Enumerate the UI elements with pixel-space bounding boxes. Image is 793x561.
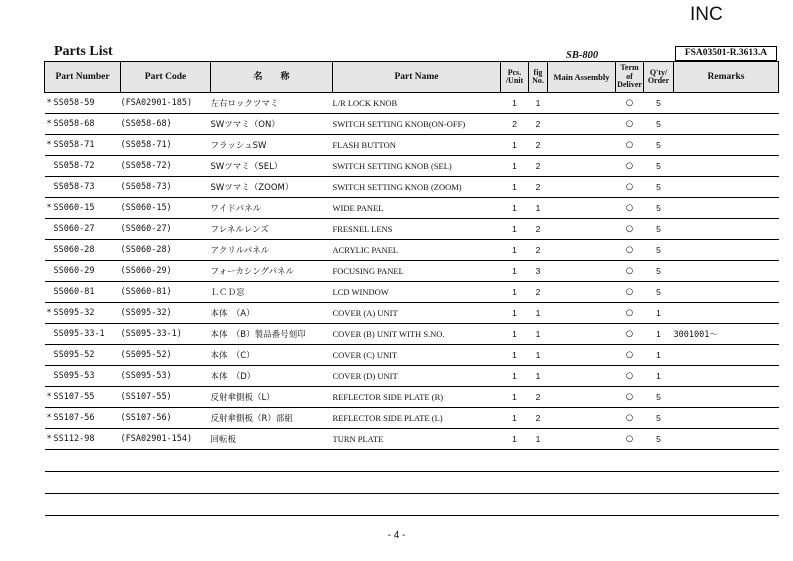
parts-table-body [45,93,779,516]
cell-main-assembly [548,198,616,219]
cell-main-assembly [548,135,616,156]
header-term-of-deliver: Term of Deliver [616,62,644,93]
star-marker: * [46,203,52,213]
cell-fig-no: 1 [529,366,548,387]
table-row [45,408,779,429]
blank-cell [211,472,333,494]
star-marker: * [46,434,52,444]
header-qty-order: Q'ty/ Order [644,62,674,93]
table-row [45,156,779,177]
cell-qty-order: 1 [644,303,674,324]
blank-cell [529,450,548,472]
cell-remarks [674,219,779,240]
part-number-text: SS095-53 [53,371,95,381]
cell-qty-order: 5 [644,135,674,156]
cell-qty-order: 5 [644,261,674,282]
table-row [45,429,779,450]
cell-pcs-unit: 1 [501,387,529,408]
cell-main-assembly [548,303,616,324]
cell-term-of-deliver: ○ [616,219,644,240]
cell-term-of-deliver: ○ [616,135,644,156]
part-number-text: SS095-52 [53,350,95,360]
cell-part-code: (SS058-68) [121,114,211,135]
cell-remarks [674,387,779,408]
cell-qty-order: 5 [644,282,674,303]
cell-remarks [674,177,779,198]
cell-part-name: REFLECTOR SIDE PLATE (R) [333,387,501,408]
model-name: SB-800 [566,50,599,61]
cell-remarks [674,156,779,177]
cell-remarks [674,345,779,366]
cell-pcs-unit: 2 [501,114,529,135]
header-part-number: Part Number [45,62,121,93]
cell-jp-name: フラッシュSW [211,135,333,156]
table-row [45,345,779,366]
table-header-row [45,62,779,93]
star-marker: * [46,119,52,129]
cell-pcs-unit: 1 [501,93,529,114]
cell-pcs-unit: 1 [501,261,529,282]
cell-jp-name: ＬＣＤ窓 [211,282,333,303]
blank-cell [548,450,616,472]
part-number-text: SS112-98 [53,434,95,444]
cell-part-code: (SS060-27) [121,219,211,240]
blank-cell [548,494,616,516]
blank-cell [674,494,779,516]
cell-term-of-deliver: ○ [616,93,644,114]
cell-fig-no: 3 [529,261,548,282]
cell-fig-no: 1 [529,345,548,366]
blank-cell [333,472,501,494]
cell-part-code: (SS058-71) [121,135,211,156]
cell-term-of-deliver: ○ [616,282,644,303]
cell-part-name: SWITCH SETTING KNOB (SEL) [333,156,501,177]
cell-part-code: (SS058-72) [121,156,211,177]
blank-row [45,494,779,516]
cell-part-name: FRESNEL LENS [333,219,501,240]
table-row [45,282,779,303]
star-marker: * [46,413,52,423]
cell-part-code: (SS095-33-1) [121,324,211,345]
cell-part-code: (SS107-56) [121,408,211,429]
cell-main-assembly [548,408,616,429]
blank-cell [674,450,779,472]
cell-part-number [45,198,121,219]
header-part-name: Part Name [333,62,501,93]
header-main-assembly: Main Assembly [548,62,616,93]
cell-main-assembly [548,177,616,198]
cell-jp-name: 反射傘側板（L） [211,387,333,408]
table-row [45,387,779,408]
cell-part-code: (SS060-15) [121,198,211,219]
cell-fig-no: 1 [529,93,548,114]
blank-cell [644,472,674,494]
cell-fig-no: 2 [529,114,548,135]
part-number-text: SS060-27 [53,224,95,234]
cell-qty-order: 1 [644,366,674,387]
blank-cell [121,472,211,494]
part-number-text: SS095-33-1 [53,329,105,339]
cell-part-code: (SS095-53) [121,366,211,387]
cell-qty-order: 5 [644,156,674,177]
star-marker: * [46,140,52,150]
cell-main-assembly [548,93,616,114]
cell-jp-name: 反射傘側板（R）部組 [211,408,333,429]
cell-fig-no: 2 [529,135,548,156]
cell-main-assembly [548,345,616,366]
blank-cell [45,494,121,516]
cell-jp-name: 回転板 [211,429,333,450]
cell-jp-name: 本体 （B）製品番号刻印 [211,324,333,345]
cell-part-number [45,156,121,177]
cell-pcs-unit: 1 [501,135,529,156]
blank-cell [121,450,211,472]
cell-main-assembly [548,387,616,408]
part-number-text: SS060-29 [53,266,95,276]
cell-pcs-unit: 1 [501,345,529,366]
cell-fig-no: 1 [529,198,548,219]
header-fig-no: fig No. [529,62,548,93]
cell-fig-no: 2 [529,240,548,261]
cell-part-name: FLASH BUTTON [333,135,501,156]
cell-pcs-unit: 1 [501,177,529,198]
cell-part-number [45,282,121,303]
part-number-text: SS058-68 [53,119,95,129]
cell-main-assembly [548,366,616,387]
cell-fig-no: 1 [529,303,548,324]
blank-cell [529,494,548,516]
cell-pcs-unit: 1 [501,303,529,324]
star-marker: * [46,392,52,402]
cell-part-name: COVER (D) UNIT [333,366,501,387]
cell-main-assembly [548,219,616,240]
cell-part-code: (SS107-55) [121,387,211,408]
cell-pcs-unit: 1 [501,198,529,219]
cell-part-number [45,303,121,324]
table-row [45,219,779,240]
cell-remarks [674,408,779,429]
cell-term-of-deliver: ○ [616,303,644,324]
cell-jp-name: 本体 （C） [211,345,333,366]
cell-jp-name: SWツマミ（ON） [211,114,333,135]
cell-qty-order: 5 [644,219,674,240]
cell-part-code: (SS058-73) [121,177,211,198]
cell-term-of-deliver: ○ [616,366,644,387]
blank-cell [644,494,674,516]
part-number-text: SS107-55 [53,392,95,402]
cell-remarks [674,366,779,387]
table-row [45,177,779,198]
blank-cell [45,472,121,494]
cell-pcs-unit: 1 [501,156,529,177]
cell-part-number [45,114,121,135]
cell-term-of-deliver: ○ [616,198,644,219]
cell-qty-order: 5 [644,387,674,408]
blank-cell [333,450,501,472]
cell-jp-name: SWツマミ（ZOOM） [211,177,333,198]
cell-main-assembly [548,282,616,303]
blank-cell [501,472,529,494]
cell-part-number [45,135,121,156]
cell-main-assembly [548,324,616,345]
cell-main-assembly [548,156,616,177]
cell-fig-no: 1 [529,324,548,345]
header-pcs-unit: Pcs. /Unit [501,62,529,93]
table-row [45,135,779,156]
cell-part-number [45,408,121,429]
cell-remarks [674,303,779,324]
cell-term-of-deliver: ○ [616,387,644,408]
cell-jp-name: フォーカシングパネル [211,261,333,282]
blank-cell [616,494,644,516]
cell-part-name: L/R LOCK KNOB [333,93,501,114]
header-part-code: Part Code [121,62,211,93]
cell-part-code: (FSA02901-154) [121,429,211,450]
cell-part-number [45,240,121,261]
part-number-text: SS095-32 [53,308,95,318]
blank-cell [674,472,779,494]
cell-part-number [45,261,121,282]
cell-term-of-deliver: ○ [616,156,644,177]
cell-pcs-unit: 1 [501,219,529,240]
cell-part-name: LCD WINDOW [333,282,501,303]
blank-cell [333,494,501,516]
cell-qty-order: 5 [644,177,674,198]
part-number-text: SS060-28 [53,245,95,255]
cell-qty-order: 1 [644,324,674,345]
blank-cell [616,450,644,472]
cell-part-number [45,345,121,366]
corner-label: INC [690,4,723,25]
cell-main-assembly [548,261,616,282]
cell-qty-order: 5 [644,114,674,135]
cell-term-of-deliver: ○ [616,114,644,135]
cell-part-name: COVER (C) UNIT [333,345,501,366]
table-row [45,93,779,114]
cell-term-of-deliver: ○ [616,429,644,450]
blank-cell [501,450,529,472]
cell-fig-no: 1 [529,429,548,450]
cell-part-code: (SS060-29) [121,261,211,282]
cell-qty-order: 1 [644,345,674,366]
table-row [45,324,779,345]
blank-cell [616,472,644,494]
blank-cell [45,450,121,472]
part-number-text: SS058-71 [53,140,95,150]
parts-table [44,61,779,516]
part-number-text: SS107-56 [53,413,95,423]
cell-term-of-deliver: ○ [616,240,644,261]
table-row [45,114,779,135]
cell-jp-name: アクリルパネル [211,240,333,261]
cell-main-assembly [548,114,616,135]
cell-part-number [45,219,121,240]
blank-cell [211,494,333,516]
cell-remarks [674,114,779,135]
cell-fig-no: 2 [529,219,548,240]
cell-part-name: COVER (A) UNIT [333,303,501,324]
blank-cell [501,494,529,516]
blank-row [45,472,779,494]
cell-remarks [674,282,779,303]
cell-jp-name: フレネルレンズ [211,219,333,240]
cell-qty-order: 5 [644,198,674,219]
cell-part-code: (SS095-52) [121,345,211,366]
part-number-text: SS058-72 [53,161,95,171]
cell-part-number [45,93,121,114]
table-row [45,240,779,261]
cell-part-name: TURN PLATE [333,429,501,450]
cell-fig-no: 2 [529,282,548,303]
part-number-text: SS058-59 [53,98,95,108]
cell-fig-no: 2 [529,408,548,429]
cell-part-name: ACRYLIC PANEL [333,240,501,261]
cell-qty-order: 5 [644,93,674,114]
cell-part-number [45,366,121,387]
cell-remarks [674,135,779,156]
cell-qty-order: 5 [644,240,674,261]
cell-part-name: SWITCH SETTING KNOB(ON-OFF) [333,114,501,135]
cell-jp-name: 左右ロックツマミ [211,93,333,114]
cell-part-code: (SS060-28) [121,240,211,261]
cell-term-of-deliver: ○ [616,177,644,198]
cell-part-number [45,177,121,198]
cell-part-name: COVER (B) UNIT WITH S.NO. [333,324,501,345]
star-marker: * [46,98,52,108]
cell-term-of-deliver: ○ [616,408,644,429]
cell-jp-name: 本体 （A） [211,303,333,324]
cell-part-name: FOCUSING PANEL [333,261,501,282]
header-remarks: Remarks [674,62,779,93]
page-number: - 4 - [387,530,406,541]
cell-part-name: REFLECTOR SIDE PLATE (L) [333,408,501,429]
cell-pcs-unit: 1 [501,429,529,450]
cell-pcs-unit: 1 [501,366,529,387]
cell-part-code: (SS095-32) [121,303,211,324]
cell-part-number [45,429,121,450]
cell-part-name: SWITCH SETTING KNOB (ZOOM) [333,177,501,198]
table-row [45,303,779,324]
blank-cell [644,450,674,472]
part-number-text: SS058-73 [53,182,95,192]
cell-remarks [674,198,779,219]
cell-qty-order: 5 [644,408,674,429]
cell-fig-no: 2 [529,387,548,408]
blank-cell [529,472,548,494]
star-marker: * [46,308,52,318]
cell-jp-name: 本体 （D） [211,366,333,387]
cell-remarks [674,240,779,261]
cell-pcs-unit: 1 [501,324,529,345]
cell-pcs-unit: 1 [501,240,529,261]
table-row [45,261,779,282]
cell-part-code: (SS060-81) [121,282,211,303]
cell-remarks [674,429,779,450]
blank-cell [548,472,616,494]
cell-part-number [45,387,121,408]
cell-remarks [674,261,779,282]
cell-main-assembly [548,429,616,450]
cell-remarks: 3001001～ [674,324,779,345]
header-jp-name: 名 称 [211,62,333,93]
part-number-text: SS060-81 [53,287,95,297]
part-number-text: SS060-15 [53,203,95,213]
blank-row [45,450,779,472]
document-number: FSA03501-R.3613.A [675,46,777,61]
cell-qty-order: 5 [644,429,674,450]
blank-cell [211,450,333,472]
cell-part-code: (FSA02901-185) [121,93,211,114]
cell-part-number [45,324,121,345]
cell-term-of-deliver: ○ [616,324,644,345]
table-row [45,366,779,387]
cell-pcs-unit: 1 [501,282,529,303]
page-title: Parts List [54,44,113,59]
cell-part-name: WIDE PANEL [333,198,501,219]
cell-main-assembly [548,240,616,261]
blank-cell [121,494,211,516]
table-row [45,198,779,219]
cell-jp-name: ワイドパネル [211,198,333,219]
cell-term-of-deliver: ○ [616,345,644,366]
cell-term-of-deliver: ○ [616,261,644,282]
cell-remarks [674,93,779,114]
cell-jp-name: SWツマミ（SEL） [211,156,333,177]
cell-fig-no: 2 [529,177,548,198]
cell-pcs-unit: 1 [501,408,529,429]
cell-fig-no: 2 [529,156,548,177]
